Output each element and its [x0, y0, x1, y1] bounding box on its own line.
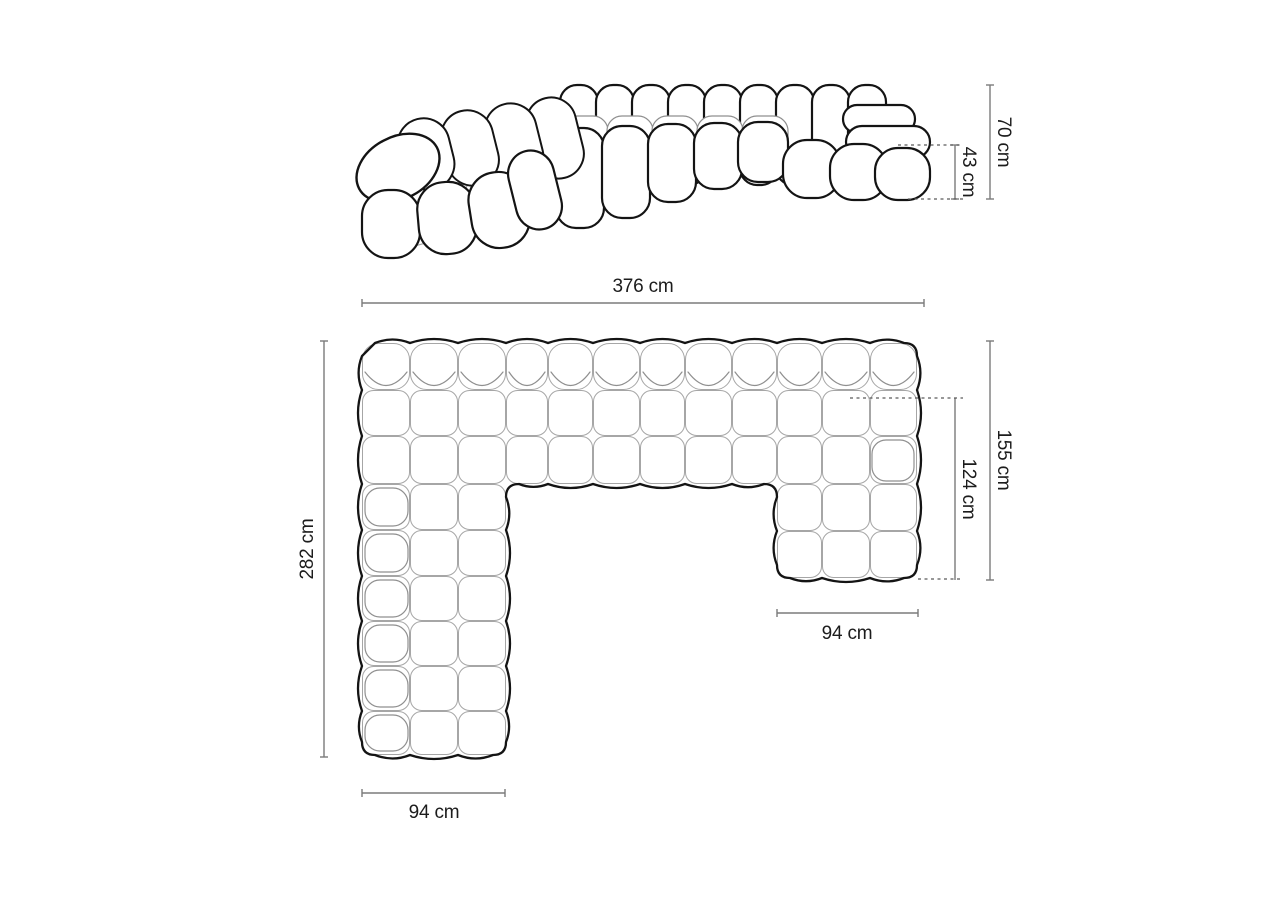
dimension-label-left-leg-width: 94 cm	[408, 802, 460, 823]
dimension-label-right-leg-width: 94 cm	[821, 623, 873, 644]
elevation-view	[345, 85, 930, 258]
dimension-label-right-depth: 155 cm	[993, 429, 1014, 491]
plan-view	[358, 339, 921, 759]
dimension-label-seat-height: 43 cm	[958, 146, 979, 198]
dimension-label-total-height: 70 cm	[993, 116, 1014, 168]
dimension-label-left-depth: 282 cm	[297, 518, 318, 580]
dimension-label-total-width: 376 cm	[612, 276, 674, 297]
dimension-label-chaise-depth: 124 cm	[958, 458, 979, 520]
